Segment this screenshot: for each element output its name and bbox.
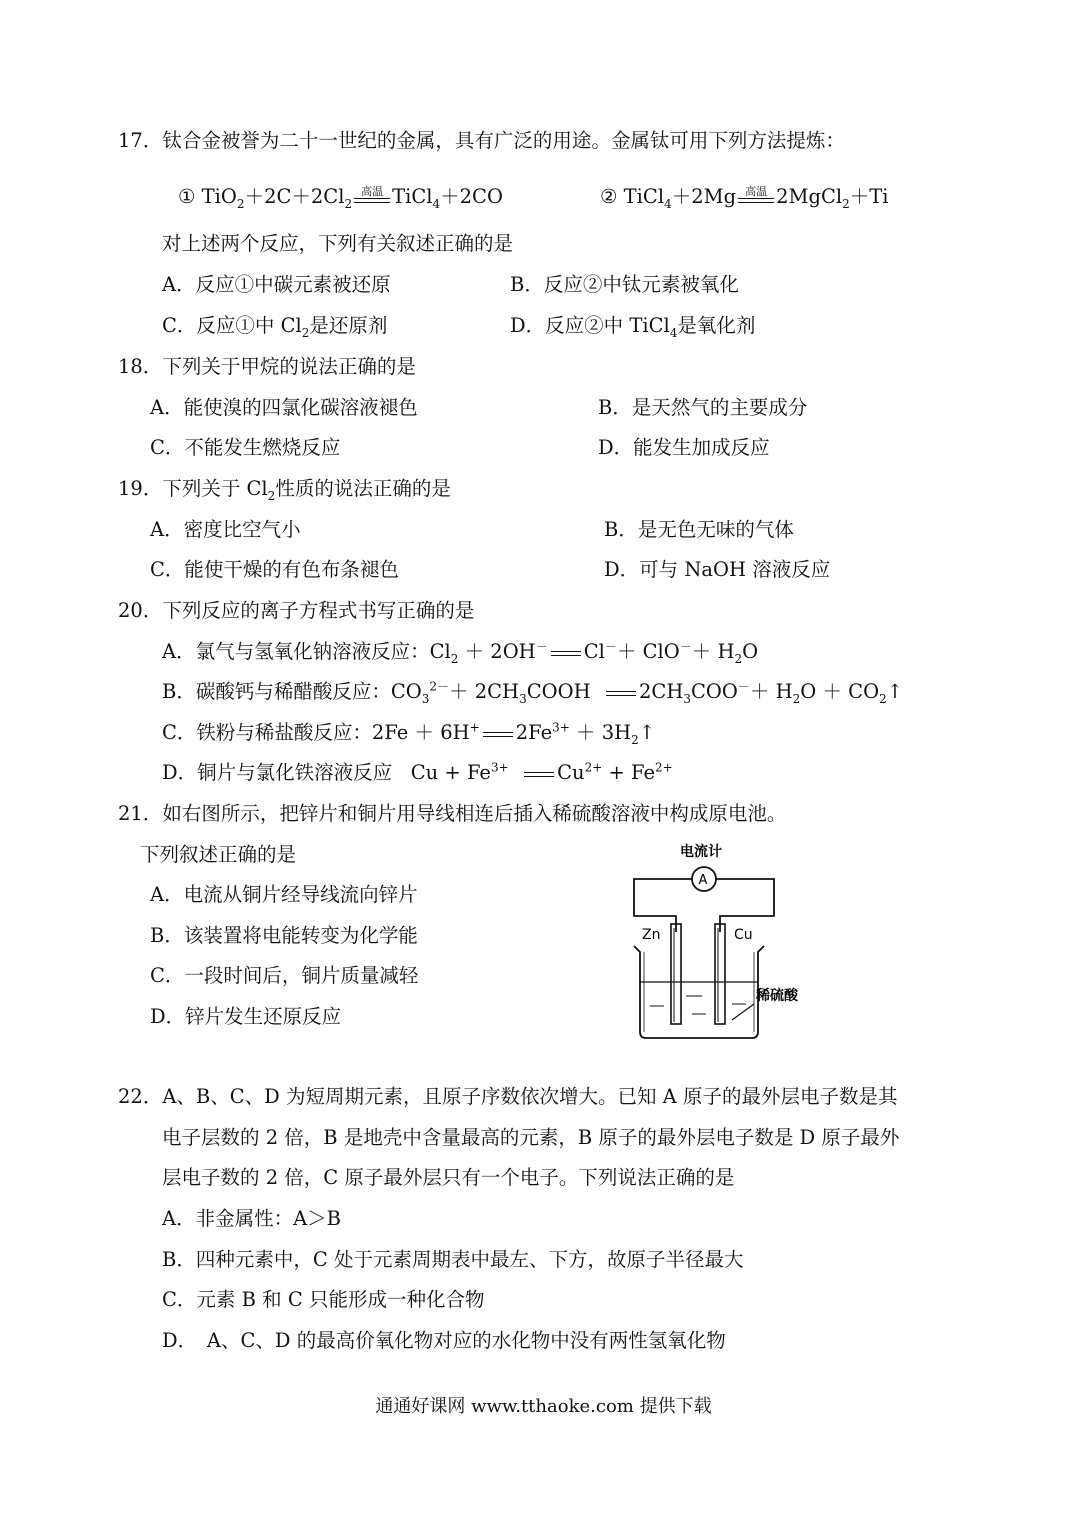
copper-label: Cu: [734, 927, 753, 943]
zinc-label: Zn: [642, 927, 661, 943]
q18-stem: 18．下列关于甲烷的说法正确的是: [118, 355, 416, 378]
q17-option-a: A．反应①中碳元素被还原: [162, 273, 391, 296]
q19-stem: 19．下列关于 $Cl_2$性质的说法正确的是: [118, 477, 451, 503]
q18-option-d: D．能发生加成反应: [598, 436, 770, 459]
q17-reaction-1: ① $TiO_2+2C+2Cl_2$ 高温 TiCl$_4$＋2CO: [178, 184, 503, 211]
q18-option-a: A．能使溴的四氯化碳溶液褪色: [150, 396, 418, 419]
q17-ask: 对上述两个反应，下列有关叙述正确的是: [162, 232, 514, 255]
q20-option-c: C．铁粉与稀盐酸反应：2Fe ＋ 6H+ $2Fe^{3+}$ ＋ $3H_2↑$: [162, 720, 656, 747]
q19-option-d: D．可与 NaOH 溶液反应: [604, 558, 831, 581]
q18-option-c: C．不能发生燃烧反应: [150, 436, 341, 459]
q22-line-2: 电子层数的 2 倍，B 是地壳中含量最高的元素，B 原子的最外层电子数是 D 原子最外: [162, 1126, 900, 1149]
q17-stem: 17．钛合金被誉为二十一世纪的金属，具有广泛的用途。金属钛可用下列方法提炼：: [118, 129, 845, 152]
q19-option-b: B．是无色无味的气体: [604, 518, 794, 541]
q21-option-a: A．电流从铜片经导线流向锌片: [150, 883, 418, 906]
beaker: [634, 946, 764, 1038]
copper-electrode: [715, 924, 725, 1024]
q22-line-1: 22．A、B、C、D 为短周期元素，且原子序数依次增大。已知 A 原子的最外层电子数是其: [118, 1085, 898, 1108]
q20-stem: 20．下列反应的离子方程式书写正确的是: [118, 599, 475, 622]
q19-option-a: A．密度比空气小: [150, 518, 301, 541]
q22-option-d: D． A、C、D 的最高价氧化物对应的水化物中没有两性氢氧化物: [162, 1329, 726, 1352]
q17-option-d: D．反应②中 TiCl$_4$是氧化剂: [510, 314, 756, 340]
zinc-electrode: [671, 924, 681, 1024]
q21-option-d: D．锌片发生还原反应: [150, 1005, 342, 1028]
high-temp-equals-1: 高温: [352, 185, 392, 211]
q17-option-c: C．反应①中 $Cl_2$是还原剂: [162, 314, 388, 340]
q22-option-c: C．元素 B 和 C 只能形成一种化合物: [162, 1288, 485, 1311]
galvanic-cell-figure: [620, 836, 810, 1046]
q21-option-c: C．一段时间后，铜片质量减轻: [150, 964, 419, 987]
q21-option-b: B．该装置将电能转变为化学能: [150, 924, 418, 947]
q22-line-3: 层电子数的 2 倍，C 原子最外层只有一个电子。下列说法正确的是: [162, 1166, 735, 1189]
ammeter-symbol: A: [698, 873, 708, 888]
q17-reaction-2: ② TiCl$_4$＋2Mg 高温 2MgCl$_2$＋Ti: [600, 184, 889, 211]
q20-option-b: B．碳酸钙与稀醋酸反应：$CO_3^{2-}+$ $2CH_3COOH$ $2CH_3COO^-+ H_2O$ ＋ $CO_2↑$: [162, 679, 904, 706]
q22-option-a: A．非金属性：A＞B: [162, 1207, 341, 1230]
q20-option-a: A．氯气与氢氧化钠溶液反应：$Cl_2 + 2OH^-$ $Cl^-+ ClO^-+ H_2O$: [162, 639, 759, 666]
acid-label: 稀硫酸: [756, 988, 798, 1004]
q21-stem: 21．如右图所示，把锌片和铜片用导线相连后插入稀硫酸溶液中构成原电池。: [118, 802, 787, 825]
acid-leader-line: [732, 1004, 754, 1020]
q17-option-b: B．反应②中钛元素被氧化: [510, 273, 739, 296]
q18-option-b: B．是天然气的主要成分: [598, 396, 808, 419]
q22-option-b: B．四种元素中，C 处于元素周期表中最左、下方，故原子半径最大: [162, 1248, 744, 1271]
q20-option-d: D．铜片与氯化铁溶液反应 $Cu + Fe^{3+}$ $Cu^{2+} + Fe^{2+}$: [162, 760, 673, 784]
page-footer: 通通好课网 www.tthaoke.com 提供下载: [375, 1396, 712, 1417]
q21-ask: 下列叙述正确的是: [140, 843, 297, 866]
high-temp-equals-2: 高温: [736, 185, 776, 211]
ammeter-label: 电流计: [680, 844, 722, 860]
q19-option-c: C．能使干燥的有色布条褪色: [150, 558, 399, 581]
wire-left: [634, 879, 692, 932]
